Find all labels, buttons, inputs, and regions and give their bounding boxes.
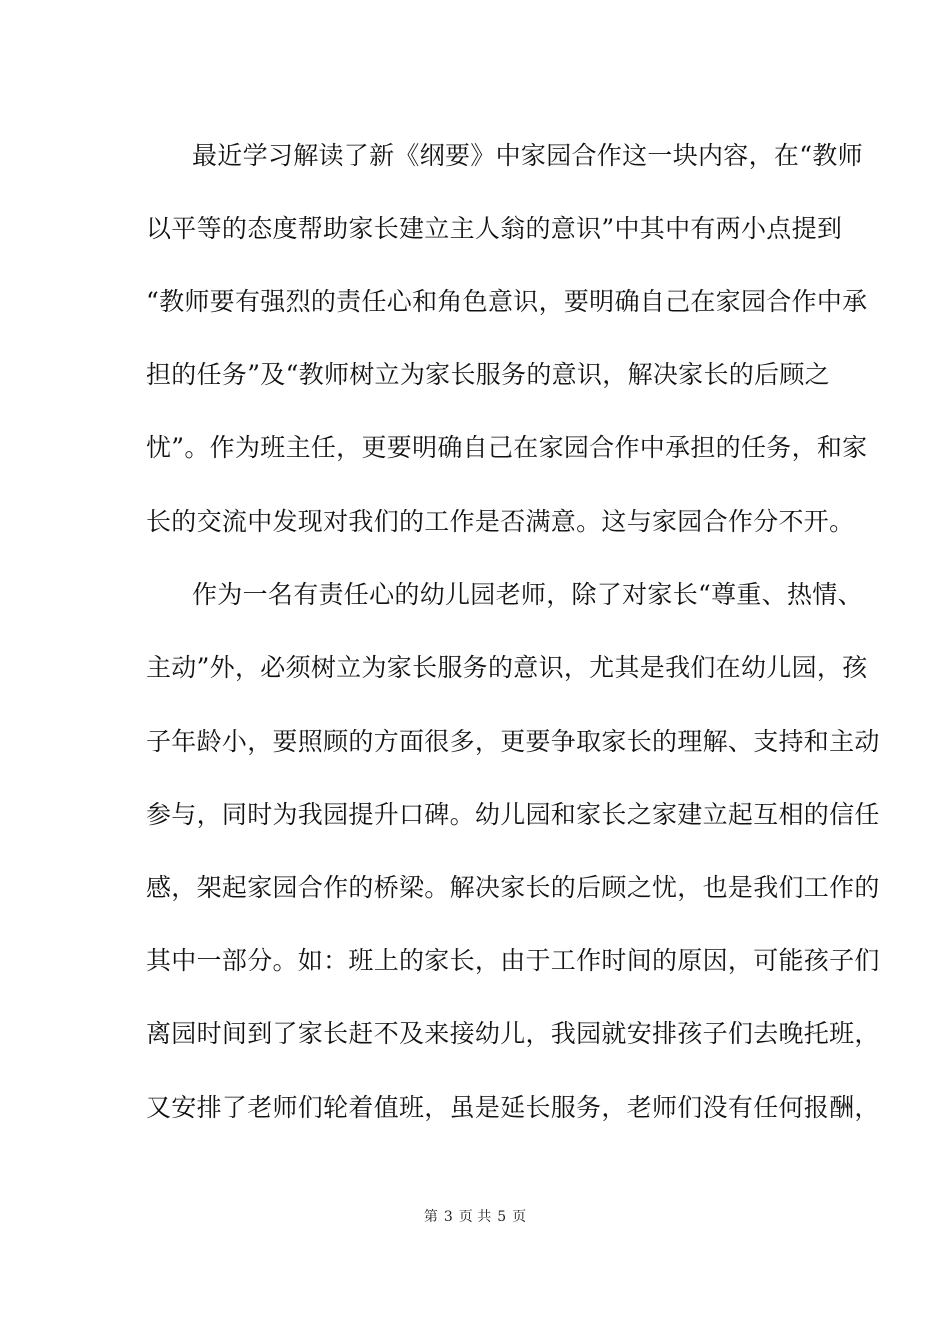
paragraph-1-line-2: 以平等的态度帮助家长建立主人翁的意识”中其中有两小点提到: [146, 214, 843, 243]
footer-current-page: 3: [443, 1209, 453, 1225]
footer-total-pages: 5: [497, 1209, 507, 1225]
paragraph-2-line-7: 离园时间到了家长赶不及来接幼儿，我园就安排孩子们去晚托班，: [146, 1019, 880, 1048]
paragraph-1-line-3: “教师要有强烈的责任心和角色意识，要明确自己在家园合作中承: [146, 287, 868, 316]
paragraph-1-line-4: 担的任务”及“教师树立为家长服务的意识，解决家长的后顾之: [146, 360, 830, 389]
paragraph-2-line-2: 主动”外，必须树立为家长服务的意识，尤其是我们在幼儿园，孩: [146, 653, 868, 682]
paragraph-2-line-6: 其中一部分。如：班上的家长，由于工作时间的原因，可能孩子们: [146, 946, 880, 975]
paragraph-2-line-3: 子年龄小，要照顾的方面很多，更要争取家长的理解、支持和主动: [146, 727, 880, 756]
paragraph-1-line-6: 长的交流中发现对我们的工作是否满意。这与家园合作分不开。: [146, 507, 855, 536]
paragraph-2-line-4: 参与，同时为我园提升口碑。幼儿园和家长之家建立起互相的信任: [146, 800, 880, 829]
footer-suffix: 页: [512, 1209, 527, 1225]
paragraph-2-line-5: 感，架起家园合作的桥梁。解决家长的后顾之忧，也是我们工作的: [146, 873, 880, 902]
paragraph-1-line-5: 忧”。作为班主任，更要明确自己在家园合作中承担的任务，和家: [146, 433, 868, 462]
paragraph-2-line-1: 作为一名有责任心的幼儿园老师，除了对家长“尊重、热情、: [192, 580, 863, 609]
paragraph-1-line-1: 最近学习解读了新《纲要》中家园合作这一块内容，在“教师: [192, 141, 863, 170]
page-footer: [0, 1208, 950, 1226]
footer-middle: 页 共: [458, 1209, 492, 1225]
paragraph-2-line-8: 又安排了老师们轮着值班，虽是延长服务，老师们没有任何报酬，: [146, 1093, 880, 1122]
footer-prefix: 第: [423, 1209, 438, 1225]
